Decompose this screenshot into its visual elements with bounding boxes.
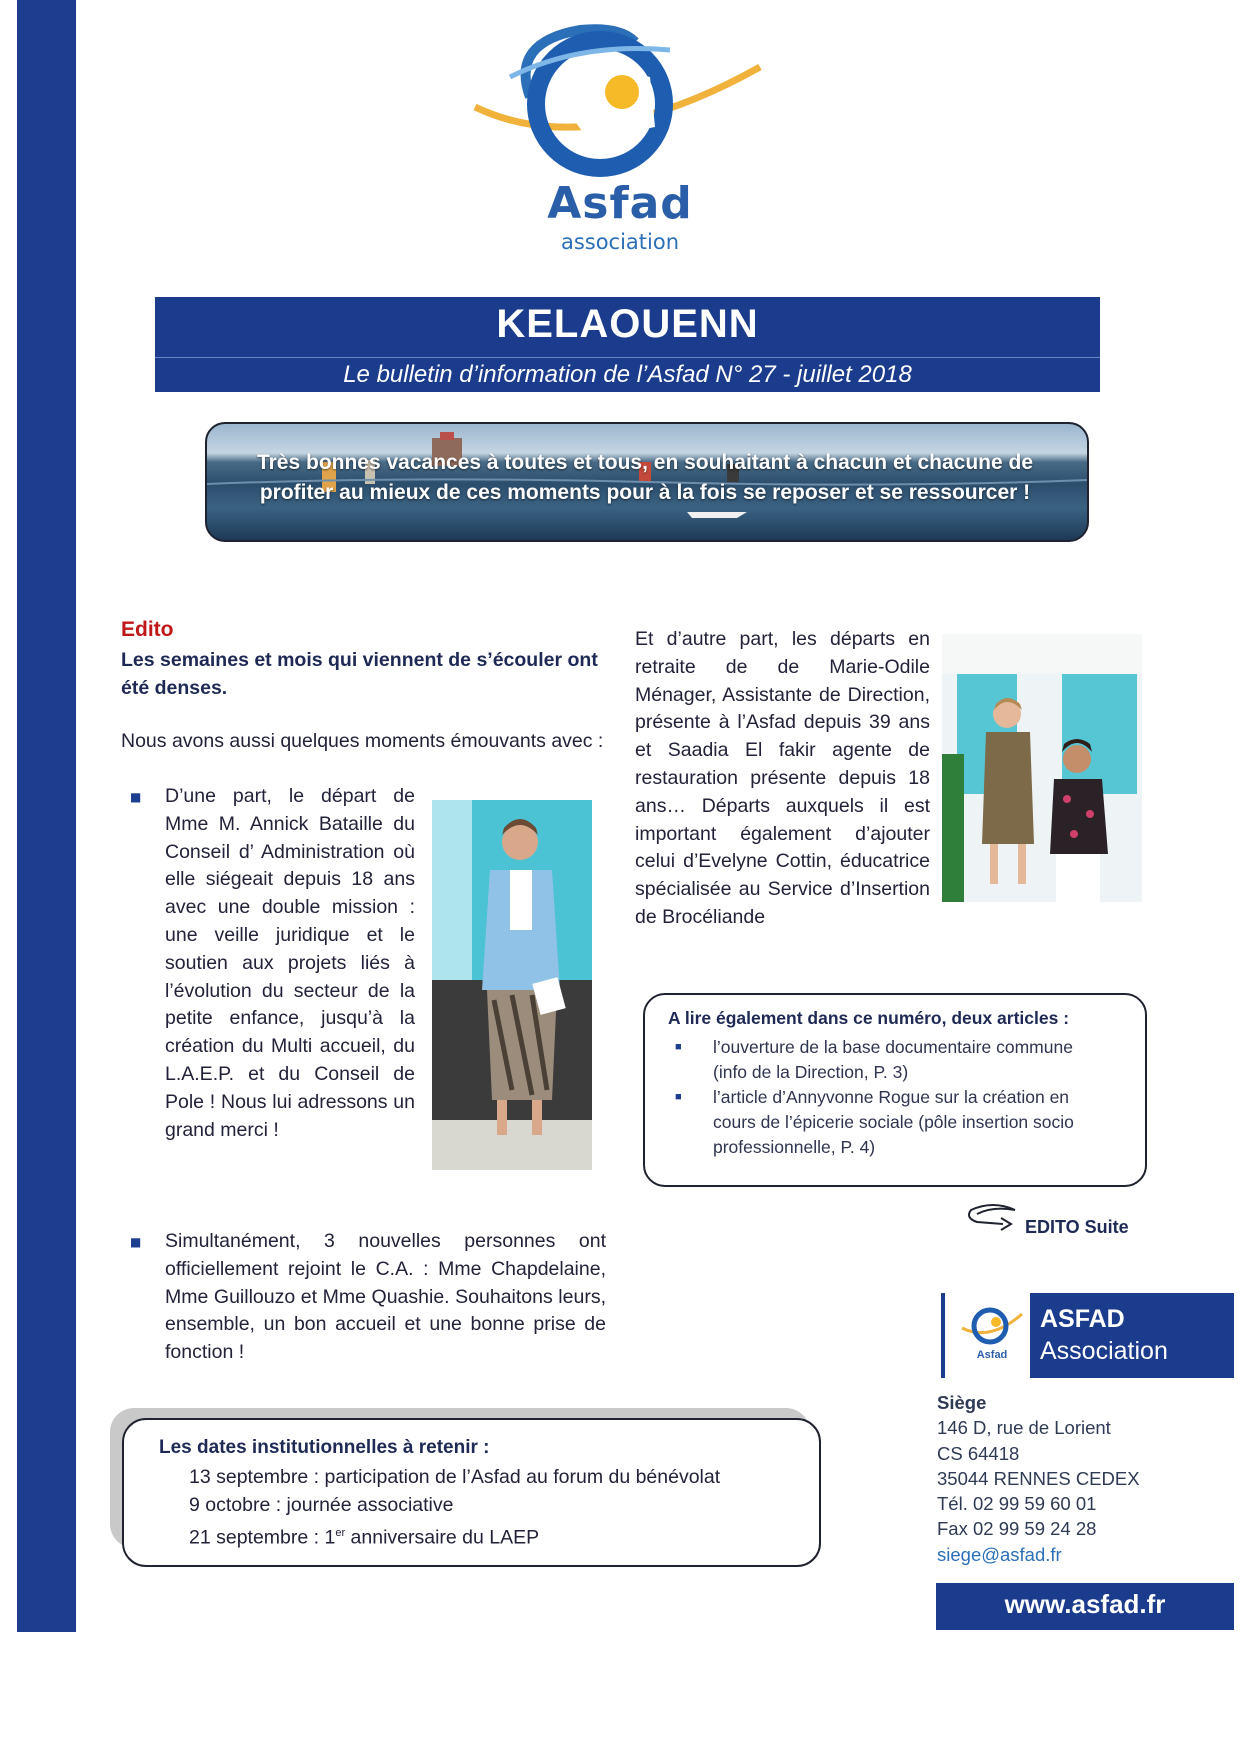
- also-read-item: [675, 1085, 1125, 1160]
- holiday-message: [225, 448, 1065, 508]
- date-item-ordinal: er: [335, 1527, 346, 1539]
- website-link[interactable]: www.asfad.fr: [1004, 1589, 1166, 1619]
- also-read-item-line: cours de l’épicerie sociale (pôle insertion socio: [713, 1112, 1074, 1132]
- also-read-item-line: (info de la Direction, P. 3): [713, 1062, 909, 1082]
- date-item: [189, 1519, 720, 1552]
- address-line: 35044 RENNES CEDEX: [937, 1467, 1140, 1489]
- address-line: CS 64418: [937, 1442, 1020, 1464]
- bulletin-subtitle: Le bulletin d’information de l’Asfad N° 27 - juillet 2018: [343, 361, 912, 388]
- also-read-list: [675, 1035, 1125, 1160]
- also-read-heading: A lire également dans ce numéro, deux articles :: [668, 1008, 1070, 1028]
- also-read-item: [675, 1035, 1125, 1085]
- contact-address: [937, 1390, 1140, 1567]
- also-read-item-line: l’ouverture de la base documentaire commune: [713, 1037, 1073, 1057]
- edito-bullet-new-members: Simultanément, 3 nouvelles personnes ont officiellement rejoint le C.A. : Mme Chapdelaine, Mme Guillouzo et Mme Quashie. Souhaitons leurs, ensemble, un bon accueil et une bonne prise de fonction !: [165, 1230, 606, 1364]
- dates-list: [189, 1463, 720, 1552]
- edito-suite-link[interactable]: EDITO Suite: [1025, 1217, 1129, 1237]
- date-item: 9 octobre : journée associative: [189, 1494, 454, 1516]
- date-item-text: 21 septembre : 1: [189, 1526, 336, 1549]
- dates-heading: Les dates institutionnelles à retenir :: [159, 1437, 490, 1458]
- date-item-text: anniversaire du LAEP: [345, 1526, 540, 1549]
- edito-bullet-departure: D’une part, le départ de Mme M. Annick Bataille du Conseil d’ Administration où elle siégeait depuis 18 ans avec une double mission : une veille juridique et le soutien aux projets liés à l’évolution du secteur de la petite enfance, jusqu’à la création du Multi accueil, du L.A.E.P. et du Conseil de Pole ! Nous lui adressons un grand merci !: [165, 785, 415, 1141]
- also-read-item-line: l’article d’Annyvonne Rogue sur la création en: [713, 1087, 1070, 1107]
- edito-intro: Nous avons aussi quelques moments émouvants avec :: [121, 730, 604, 752]
- left-sidebar-bar: [17, 0, 76, 1632]
- bulletin-title: KELAOUENN: [496, 302, 759, 346]
- portrait-photo-annick-bataille: [432, 800, 592, 1170]
- bullet-square-icon: ■: [675, 1091, 682, 1103]
- edito-lead: Les semaines et mois qui viennent de s’écouler ont été denses.: [121, 649, 598, 699]
- date-item: 13 septembre : participation de l’Asfad au forum du bénévolat: [189, 1466, 721, 1488]
- curved-arrow-icon: [963, 1200, 1023, 1236]
- bullet-square-icon: ■: [675, 1041, 682, 1053]
- card-title: ASFAD: [1040, 1305, 1125, 1333]
- asfad-small-logo: [960, 1300, 1025, 1370]
- edito-heading: Edito: [121, 618, 174, 641]
- siege-label: Siège: [937, 1392, 987, 1413]
- phone-number: Tél. 02 99 59 60 01: [937, 1493, 1097, 1515]
- logo-subtitle: association: [560, 230, 680, 254]
- address-line: 146 D, rue de Lorient: [937, 1417, 1111, 1439]
- card-logo-text: Asfad: [976, 1349, 1008, 1361]
- edito-right-paragraph: Et d’autre part, les départs en retraite de de Marie-Odile Ménager, Assistante de Direction, présente à l’Asfad depuis 39 ans et Saadia El fakir agente de restauration présente depuis 18 ans… Départs auxquels il est important également d’ajouter celui d’Evelyne Cottin, éducatrice spécialisée au Service d’Insertion de Brocéliande: [635, 628, 930, 928]
- card-accent-bar: [941, 1293, 945, 1378]
- bullet-square-icon: ■: [130, 1235, 142, 1249]
- bullet-square-icon: ■: [130, 790, 142, 804]
- holiday-message-line1: Très bonnes vacances à toutes et tous, en souhaitant à chacun et chacune de: [256, 451, 1034, 474]
- also-read-item-line: professionnelle, P. 4): [713, 1137, 876, 1157]
- fax-number: Fax 02 99 59 24 28: [937, 1518, 1097, 1540]
- photo-retirement-departures: [942, 634, 1142, 902]
- logo-name: Asfad: [547, 178, 693, 229]
- holiday-message-line2: profiter au mieux de ces moments pour à la fois se reposer et se ressourcer !: [259, 481, 1031, 504]
- email-link[interactable]: siege@asfad.fr: [937, 1543, 1062, 1565]
- card-subtitle: Association: [1040, 1337, 1168, 1365]
- banner-divider: [155, 357, 1100, 358]
